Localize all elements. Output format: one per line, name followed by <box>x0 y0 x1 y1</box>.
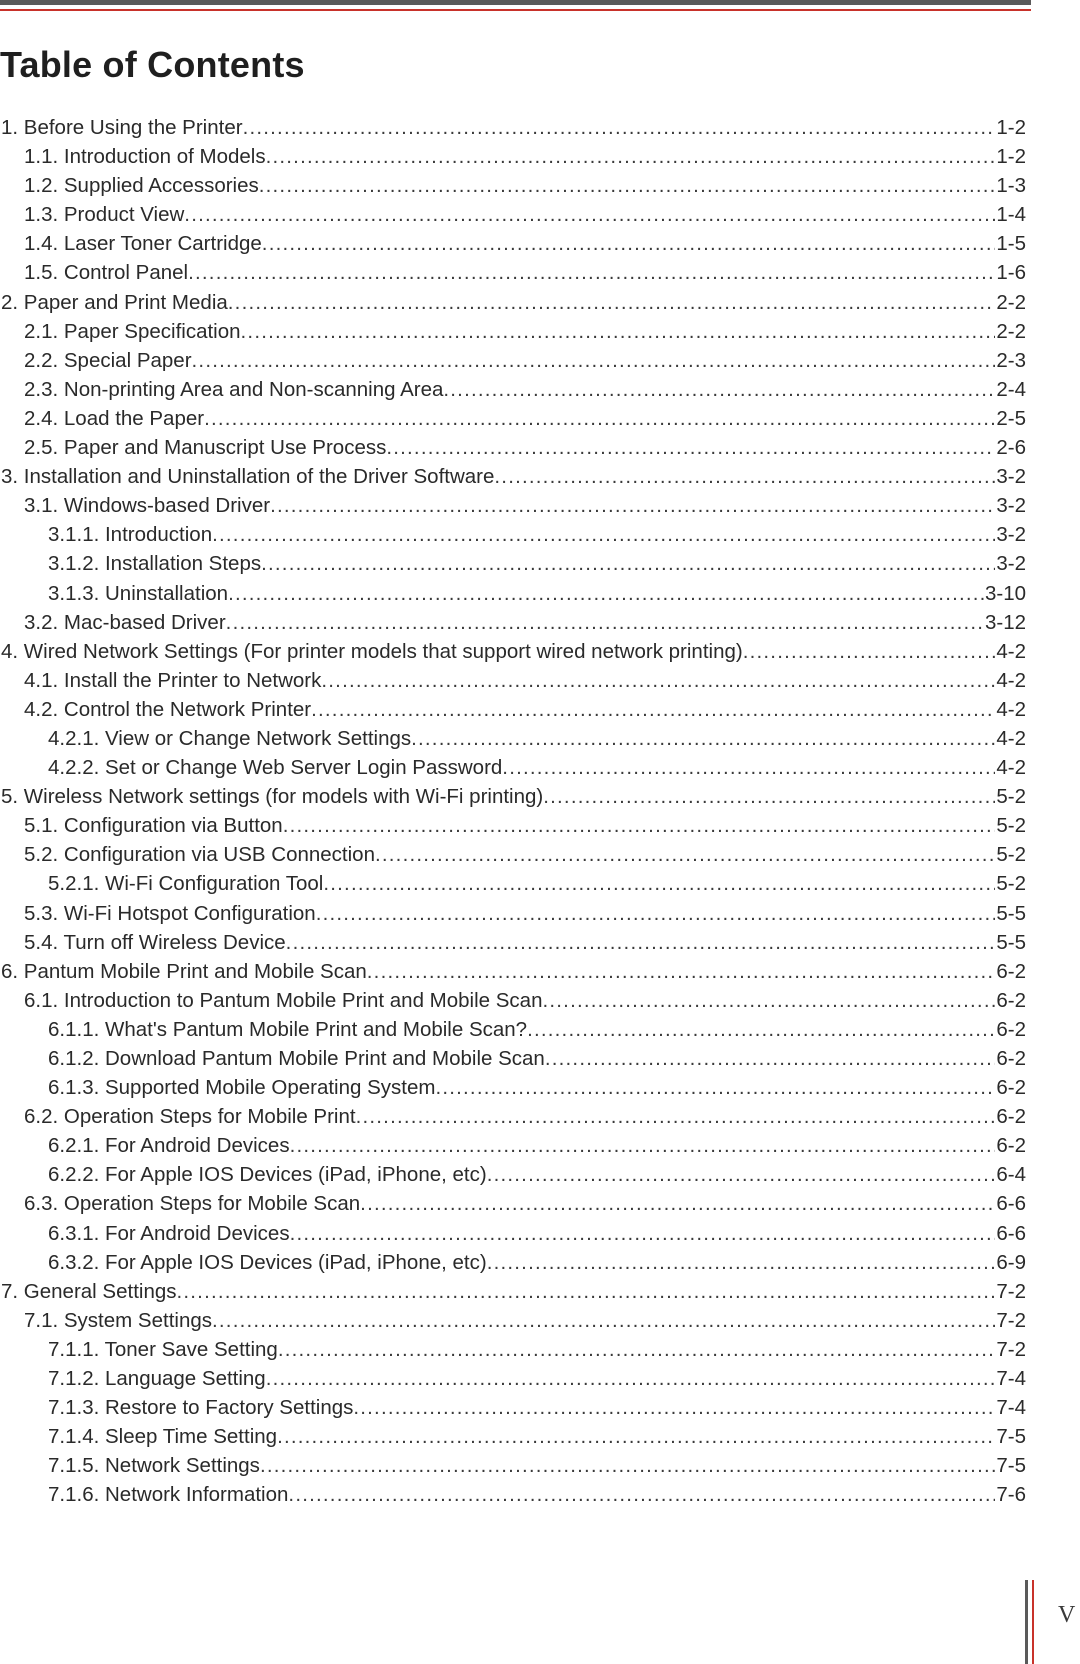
toc-leader-dots <box>177 1277 996 1306</box>
toc-entry-title: 6.1. Introduction to Pantum Mobile Print and Mobile Scan <box>24 988 543 1012</box>
toc-entry-page: 4-2 <box>996 726 1026 750</box>
toc-leader-dots <box>502 753 995 782</box>
toc-list <box>0 113 1026 1510</box>
toc-entry-title: 1.1. Introduction of Models <box>24 145 266 169</box>
toc-entry-page: 2-3 <box>996 348 1026 372</box>
toc-entry-title: 6.3. Operation Steps for Mobile Scan <box>24 1192 361 1216</box>
toc-entry-page: 7-2 <box>996 1279 1026 1303</box>
toc-leader-dots <box>266 142 996 171</box>
toc-entry-title: 6.2. Operation Steps for Mobile Print <box>24 1105 356 1129</box>
toc-entry-level-1[interactable] <box>0 957 1026 986</box>
toc-entry-page: 5-2 <box>996 814 1026 838</box>
toc-entry-level-2[interactable] <box>0 317 1026 346</box>
toc-leader-dots <box>260 1451 995 1480</box>
toc-entry-page: 7-2 <box>996 1308 1026 1332</box>
toc-entry-title: 4.2. Control the Network Printer <box>24 697 312 721</box>
toc-entry-level-3[interactable] <box>0 1015 1026 1044</box>
toc-entry-page: 3-12 <box>984 610 1026 634</box>
toc-leader-dots <box>278 1335 996 1364</box>
toc-entry-page: 3-2 <box>996 552 1026 576</box>
toc-entry-level-3[interactable] <box>0 1364 1026 1393</box>
toc-entry-level-2[interactable] <box>0 666 1026 695</box>
toc-entry-title: 4.2.2. Set or Change Web Server Login Password <box>48 756 503 780</box>
toc-leader-dots <box>527 1015 995 1044</box>
toc-leader-dots <box>259 171 996 200</box>
toc-entry-level-1[interactable] <box>0 782 1026 811</box>
toc-entry-title: 7.1. System Settings <box>24 1308 213 1332</box>
toc-entry-level-2[interactable] <box>0 200 1026 229</box>
toc-entry-page: 4-2 <box>996 639 1026 663</box>
toc-entry-page: 3-10 <box>984 581 1026 605</box>
toc-entry-level-2[interactable] <box>0 1102 1026 1131</box>
toc-entry-level-3[interactable] <box>0 1219 1026 1248</box>
toc-entry-page: 6-2 <box>996 1076 1026 1100</box>
toc-entry-title: 4.2.1. View or Change Network Settings <box>48 726 412 750</box>
toc-entry-page: 6-2 <box>996 1105 1026 1129</box>
toc-entry-level-2[interactable] <box>0 142 1026 171</box>
toc-entry-level-3[interactable] <box>0 1073 1026 1102</box>
toc-leader-dots <box>261 549 995 578</box>
toc-entry-page: 6-2 <box>996 1047 1026 1070</box>
toc-entry-title: 4. Wired Network Settings (For printer models that support wired network printing) <box>1 639 743 663</box>
toc-entry-title: 3. Installation and Uninstallation of the Driver Software <box>1 465 495 489</box>
toc-entry-level-3[interactable] <box>0 1422 1026 1451</box>
toc-entry-page: 5-2 <box>996 785 1026 809</box>
page-number: V <box>1058 1602 1076 1628</box>
toc-entry-title: 1.4. Laser Toner Cartridge <box>24 232 262 256</box>
toc-leader-dots <box>290 1219 996 1248</box>
toc-entry-level-3[interactable] <box>0 1393 1026 1422</box>
toc-entry-title: 2.3. Non-printing Area and Non-scanning Area <box>24 377 444 401</box>
toc-entry-title: 1. Before Using the Printer <box>1 116 243 139</box>
toc-entry-title: 6.2.1. For Android Devices <box>48 1134 290 1158</box>
toc-entry-page: 6-9 <box>996 1250 1026 1274</box>
toc-leader-dots <box>241 317 996 346</box>
toc-entry-page: 4-2 <box>996 697 1026 721</box>
toc-entry-title: 6.1.2. Download Pantum Mobile Print and Mobile Scan <box>48 1047 545 1070</box>
toc-entry-page: 7-4 <box>996 1396 1026 1420</box>
toc-leader-dots <box>277 1422 995 1451</box>
toc-leader-dots <box>353 1393 995 1422</box>
toc-leader-dots <box>356 1102 996 1131</box>
toc-leader-dots <box>286 928 996 957</box>
toc-entry-title: 2.5. Paper and Manuscript Use Process <box>24 436 387 460</box>
toc-entry-title: 2. Paper and Print Media <box>1 290 228 314</box>
toc-entry-title: 1.2. Supplied Accessories <box>24 174 259 198</box>
toc-leader-dots <box>543 782 995 811</box>
toc-leader-dots <box>375 840 995 869</box>
toc-leader-dots <box>543 986 996 1015</box>
toc-entry-page: 2-2 <box>996 319 1026 343</box>
toc-entry-title: 6.3.1. For Android Devices <box>48 1221 290 1245</box>
toc-entry-title: 3.1.2. Installation Steps <box>48 552 262 576</box>
toc-entry-level-3[interactable] <box>0 1335 1026 1364</box>
toc-entry-page: 7-2 <box>996 1337 1026 1361</box>
toc-entry-level-2[interactable] <box>0 899 1026 928</box>
toc-leader-dots <box>487 1160 996 1189</box>
toc-entry-level-2[interactable] <box>0 695 1026 724</box>
toc-leader-dots <box>360 1189 995 1218</box>
toc-entry-page: 2-4 <box>996 377 1026 401</box>
toc-entry-title: 7.1.4. Sleep Time Setting <box>48 1425 278 1449</box>
toc-entry-page: 1-6 <box>996 261 1026 285</box>
toc-entry-title: 6. Pantum Mobile Print and Mobile Scan <box>1 959 367 983</box>
toc-entry-page: 7-4 <box>996 1367 1026 1391</box>
toc-entry-level-2[interactable] <box>0 229 1026 258</box>
toc-entry-page: 1-2 <box>996 116 1026 139</box>
toc-entry-title: 7.1.6. Network Information <box>48 1483 289 1507</box>
toc-entry-level-2[interactable] <box>0 1306 1026 1335</box>
toc-leader-dots <box>228 579 984 608</box>
toc-leader-dots <box>212 1306 995 1335</box>
footer-rule-dark <box>1025 1580 1028 1664</box>
toc-entry-page: 6-2 <box>996 959 1026 983</box>
toc-entry-title: 2.4. Load the Paper <box>24 406 205 430</box>
toc-entry-title: 6.1.1. What's Pantum Mobile Print and Mobile Scan? <box>48 1017 528 1041</box>
toc-entry-page: 5-5 <box>996 930 1026 954</box>
toc-leader-dots <box>367 957 996 986</box>
toc-entry-page: 3-2 <box>996 494 1026 518</box>
toc-leader-dots <box>243 113 996 142</box>
page-title: Table of Contents <box>0 44 305 85</box>
toc-entry-page: 6-2 <box>996 988 1026 1012</box>
toc-entry-level-3[interactable] <box>0 549 1026 578</box>
toc-entry-page: 3-2 <box>996 523 1026 547</box>
toc-leader-dots <box>411 724 995 753</box>
toc-entry-title: 2.2. Special Paper <box>24 348 192 372</box>
toc-entry-title: 2.1. Paper Specification <box>24 319 241 343</box>
toc-entry-level-2[interactable] <box>0 258 1026 287</box>
toc-entry-title: 3.1.3. Uninstallation <box>48 581 229 605</box>
toc-entry-level-3[interactable] <box>0 520 1026 549</box>
toc-entry-title: 5. Wireless Network settings (for models with Wi-Fi printing) <box>1 785 544 809</box>
toc-entry-level-1[interactable] <box>0 637 1026 666</box>
toc-entry-page: 1-2 <box>996 145 1026 169</box>
toc-entry-page: 2-6 <box>996 436 1026 460</box>
toc-entry-level-2[interactable] <box>0 928 1026 957</box>
toc-entry-title: 3.1.1. Introduction <box>48 523 213 547</box>
header-rule-red <box>0 9 1031 11</box>
toc-entry-page: 2-2 <box>996 290 1026 314</box>
toc-leader-dots <box>192 346 996 375</box>
toc-entry-level-2[interactable] <box>0 433 1026 462</box>
toc-entry-title: 1.5. Control Panel <box>24 261 189 285</box>
toc-entry-title: 7.1.5. Network Settings <box>48 1454 260 1478</box>
toc-entry-title: 4.1. Install the Printer to Network <box>24 668 322 692</box>
footer-rule-red <box>1032 1580 1034 1664</box>
toc-entry-title: 5.3. Wi-Fi Hotspot Configuration <box>24 901 316 925</box>
toc-entry-page: 1-4 <box>996 203 1026 227</box>
toc-entry-title: 7. General Settings <box>1 1279 177 1303</box>
toc-leader-dots <box>545 1044 996 1073</box>
toc-entry-page: 1-5 <box>996 232 1026 256</box>
toc-entry-title: 3.2. Mac-based Driver <box>24 610 226 634</box>
toc-leader-dots <box>311 695 995 724</box>
toc-leader-dots <box>443 375 995 404</box>
toc-entry-level-3[interactable] <box>0 1248 1026 1277</box>
toc-entry-title: 6.2.2. For Apple IOS Devices (iPad, iPhone, etc) <box>48 1163 487 1187</box>
toc-entry-level-3[interactable] <box>0 1044 1026 1073</box>
toc-entry-level-2[interactable] <box>0 171 1026 200</box>
toc-entry-level-2[interactable] <box>0 811 1026 840</box>
toc-entry-page: 4-2 <box>996 756 1026 780</box>
toc-entry-title: 5.1. Configuration via Button <box>24 814 283 838</box>
toc-entry-level-3[interactable] <box>0 1480 1026 1509</box>
toc-entry-page: 4-2 <box>996 668 1026 692</box>
toc-entry-level-3[interactable] <box>0 1451 1026 1480</box>
toc-leader-dots <box>288 1480 995 1509</box>
toc-entry-level-1[interactable] <box>0 1277 1026 1306</box>
toc-leader-dots <box>494 462 995 491</box>
toc-leader-dots <box>204 404 995 433</box>
toc-entry-title: 1.3. Product View <box>24 203 185 227</box>
toc-entry-level-3[interactable] <box>0 579 1026 608</box>
toc-leader-dots <box>262 229 996 258</box>
toc-entry-level-2[interactable] <box>0 491 1026 520</box>
header-rule-dark <box>0 0 1031 5</box>
toc-entry-page: 7-6 <box>996 1483 1026 1507</box>
toc-leader-dots <box>386 433 995 462</box>
toc-entry-page: 3-2 <box>996 465 1026 489</box>
toc-entry-title: 5.2. Configuration via USB Connection <box>24 843 375 867</box>
toc-leader-dots <box>435 1073 995 1102</box>
toc-entry-page: 6-2 <box>996 1017 1026 1041</box>
toc-entry-level-2[interactable] <box>0 404 1026 433</box>
toc-entry-level-2[interactable] <box>0 840 1026 869</box>
toc-entry-title: 3.1. Windows-based Driver <box>24 494 271 518</box>
toc-entry-page: 5-2 <box>996 843 1026 867</box>
toc-entry-level-3[interactable] <box>0 1160 1026 1189</box>
toc-leader-dots <box>184 200 995 229</box>
toc-leader-dots <box>290 1131 996 1160</box>
toc-entry-title: 5.4. Turn off Wireless Device <box>24 930 286 954</box>
toc-leader-dots <box>226 608 984 637</box>
toc-entry-title: 7.1.2. Language Setting <box>48 1367 266 1391</box>
toc-entry-title: 6.1.3. Supported Mobile Operating System <box>48 1076 436 1100</box>
toc-entry-page: 1-3 <box>996 174 1026 198</box>
toc-entry-level-1[interactable] <box>0 113 1026 142</box>
toc-entry-page: 5-2 <box>996 872 1026 896</box>
toc-leader-dots <box>266 1364 996 1393</box>
toc-entry-level-1[interactable] <box>0 462 1026 491</box>
toc-leader-dots <box>316 899 996 928</box>
toc-entry-level-3[interactable] <box>0 1131 1026 1160</box>
toc-entry-level-2[interactable] <box>0 608 1026 637</box>
toc-entry-level-2[interactable] <box>0 986 1026 1015</box>
toc-entry-page: 6-6 <box>996 1192 1026 1216</box>
toc-entry-title: 6.3.2. For Apple IOS Devices (iPad, iPhone, etc) <box>48 1250 487 1274</box>
toc-entry-level-2[interactable] <box>0 1189 1026 1218</box>
toc-entry-level-3[interactable] <box>0 869 1026 898</box>
toc-entry-page: 6-2 <box>996 1134 1026 1158</box>
toc-entry-title: 7.1.1. Toner Save Setting <box>48 1337 278 1361</box>
toc-entry-title: 7.1.3. Restore to Factory Settings <box>48 1396 354 1420</box>
toc-leader-dots <box>270 491 995 520</box>
toc-leader-dots <box>743 637 996 666</box>
toc-entry-title: 5.2.1. Wi-Fi Configuration Tool <box>48 872 324 896</box>
toc-entry-page: 2-5 <box>996 406 1026 430</box>
toc-entry-page: 6-4 <box>996 1163 1026 1187</box>
toc-entry-level-3[interactable] <box>0 753 1026 782</box>
toc-leader-dots <box>323 869 995 898</box>
toc-leader-dots <box>487 1248 996 1277</box>
toc-entry-level-2[interactable] <box>0 375 1026 404</box>
toc-entry-page: 7-5 <box>996 1454 1026 1478</box>
toc-entry-level-3[interactable] <box>0 724 1026 753</box>
toc-entry-page: 5-5 <box>996 901 1026 925</box>
toc-leader-dots <box>212 520 995 549</box>
toc-leader-dots <box>283 811 996 840</box>
toc-leader-dots <box>188 258 995 287</box>
toc-entry-level-1[interactable] <box>0 288 1026 317</box>
toc-leader-dots <box>321 666 995 695</box>
toc-leader-dots <box>228 288 996 317</box>
toc-entry-page: 6-6 <box>996 1221 1026 1245</box>
toc-entry-level-2[interactable] <box>0 346 1026 375</box>
toc-entry-page: 7-5 <box>996 1425 1026 1449</box>
